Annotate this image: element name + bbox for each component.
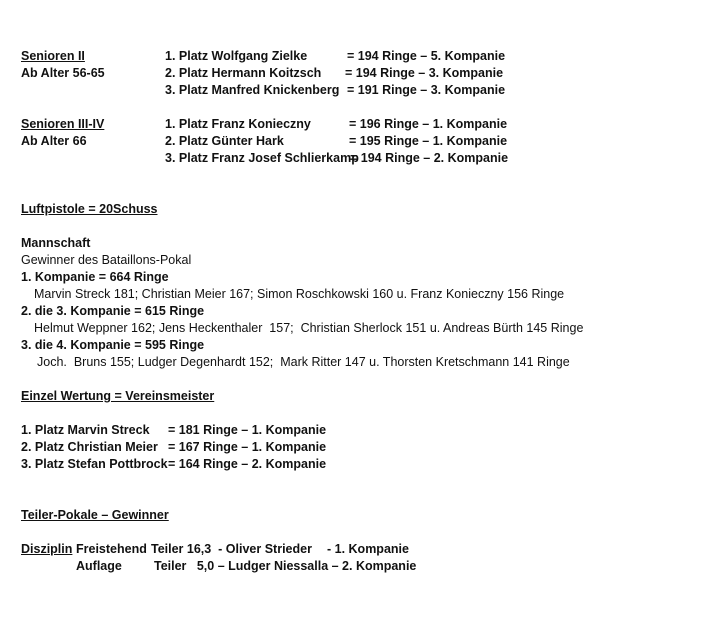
senioren3-row-3 [0, 150, 710, 167]
senioren2-result-1: = 194 Ringe – 5. Kompanie [347, 49, 506, 63]
einzel-place-2: 2. Platz Christian Meier [21, 440, 158, 454]
senioren2-place-1: 1. Platz Wolfgang Zielke [165, 49, 308, 63]
senioren2-result-3: = 191 Ringe – 3. Kompanie [347, 83, 506, 97]
einzel-heading-row [0, 388, 710, 405]
senioren3-row-1 [0, 116, 710, 133]
senioren3-title: Senioren III-IV [21, 117, 105, 131]
senioren2-row-1 [0, 48, 710, 65]
einzel-heading: Einzel Wertung = Vereinsmeister [21, 389, 215, 403]
senioren3-place-3: 3. Platz Franz Josef Schlierkamp [165, 151, 359, 165]
teiler-teiler-2: Teiler 5,0 – Ludger Niessalla – 2. Kompanie [154, 559, 417, 573]
einzel-row-2 [0, 439, 710, 456]
teiler-discipline-2: Auflage [76, 559, 122, 573]
team-3-title-row [0, 337, 710, 354]
senioren3-result-1: = 196 Ringe – 1. Kompanie [349, 117, 508, 131]
senioren2-place-3: 3. Platz Manfred Knickenberg [165, 83, 340, 97]
teiler-row-1 [0, 541, 710, 558]
senioren2-title: Senioren II [21, 49, 85, 63]
einzel-row-1 [0, 422, 710, 439]
team-1-title-row [0, 269, 710, 286]
teiler-teiler-1: Teiler 16,3 - Oliver Strieder [151, 542, 312, 556]
einzel-result-2: = 167 Ringe – 1. Kompanie [168, 440, 327, 454]
einzel-result-1: = 181 Ringe – 1. Kompanie [168, 423, 327, 437]
team-2-members-row [0, 320, 710, 337]
senioren3-place-1: 1. Platz Franz Konieczny [165, 117, 311, 131]
mannschaft-subheading: Gewinner des Bataillons-Pokal [21, 253, 192, 267]
team-1-members-row [0, 286, 710, 303]
luftpistole-row [0, 201, 710, 218]
team-1-title: 1. Kompanie = 664 Ringe [21, 270, 169, 284]
senioren3-row-2 [0, 133, 710, 150]
teiler-row-2 [0, 558, 710, 575]
teiler-company-1: - 1. Kompanie [327, 542, 409, 556]
team-1-members: Marvin Streck 181; Christian Meier 167; Simon Roschkowski 160 u. Franz Konieczny 156 Ringe [34, 287, 565, 301]
senioren2-row-3 [0, 82, 710, 99]
senioren2-row-2 [0, 65, 710, 82]
mannschaft-subheading-row [0, 252, 710, 269]
senioren2-result-2: = 194 Ringe – 3. Kompanie [345, 66, 504, 80]
einzel-result-3: = 164 Ringe – 2. Kompanie [168, 457, 327, 471]
senioren3-result-3: = 194 Ringe – 2. Kompanie [350, 151, 509, 165]
teiler-heading-row [0, 507, 710, 524]
einzel-place-1: 1. Platz Marvin Streck [21, 423, 150, 437]
senioren3-place-2: 2. Platz Günter Hark [165, 134, 284, 148]
senioren3-subtitle: Ab Alter 66 [21, 134, 87, 148]
teiler-discipline-1: Freistehend [76, 542, 147, 556]
team-3-title: 3. die 4. Kompanie = 595 Ringe [21, 338, 205, 352]
teiler-heading: Teiler-Pokale – Gewinner [21, 508, 169, 522]
senioren2-place-2: 2. Platz Hermann Koitzsch [165, 66, 322, 80]
luftpistole-heading: Luftpistole = 20Schuss [21, 202, 158, 216]
mannschaft-heading-row [0, 235, 710, 252]
senioren2-subtitle: Ab Alter 56-65 [21, 66, 105, 80]
team-2-title-row [0, 303, 710, 320]
team-2-members: Helmut Weppner 162; Jens Heckenthaler 157; Christian Sherlock 151 u. Andreas Bürth 145 Ringe [34, 321, 584, 335]
einzel-row-3 [0, 456, 710, 473]
senioren3-result-2: = 195 Ringe – 1. Kompanie [349, 134, 508, 148]
team-3-members: Joch. Bruns 155; Ludger Degenhardt 152; Mark Ritter 147 u. Thorsten Kretschmann 141 Ringe [37, 355, 570, 369]
mannschaft-heading: Mannschaft [21, 236, 91, 250]
team-2-title: 2. die 3. Kompanie = 615 Ringe [21, 304, 205, 318]
team-3-members-row [0, 354, 710, 371]
teiler-disziplin-label: Disziplin [21, 542, 73, 556]
einzel-place-3: 3. Platz Stefan Pottbrock [21, 457, 168, 471]
